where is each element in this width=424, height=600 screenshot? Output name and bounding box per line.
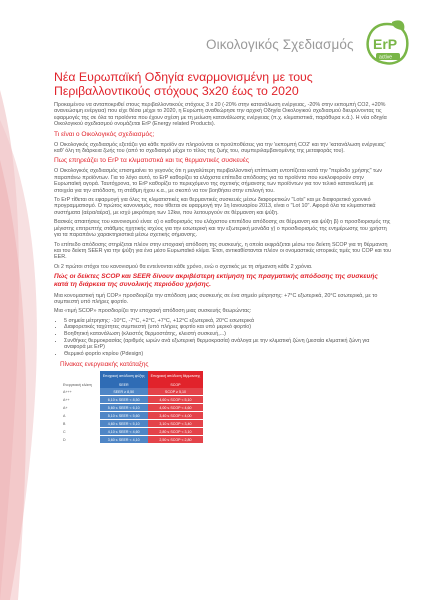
table-row xyxy=(60,404,203,412)
cop-paragraph: Μια κονομαστική τιμή COP» προσδιορίζει την απόδοση μιας συσκευής σε ένα σημείο μέτρησης: +7°C εξωτερικά, 20°C εσωτερικά, με το συμπιεστή υπό πλήρες φορτίο. xyxy=(54,292,378,305)
section2-paragraph-1: Ο Οικολογικός σχεδιασμός επισημαίνει το γεγονός ότι η μεγαλύτερη περιβαλλοντική επίπτωση εντοπίζεται κατά την "περίοδο χρήσης" των παραπάνω προϊόντων. Για το λόγο αυτό, το ErP καθορίζει τα ελάχιστα επίπεδα απόδοσης για τα προϊόντα που κυκλοφορούν στην Ευρωπαϊκή αγορά. Ταυτόχρονα, το ErP καθορίζει το περιεχόμενο της σχετικής σήμανσης των προϊόντων για τον τελικό καταναλωτή με στοιχεία για την απόδοση, τη στάθμη ήχου κ.α., με σκοπό να τον βοηθήσει στην επιλογή του. xyxy=(54,168,382,194)
energy-class-cell: B xyxy=(63,421,66,426)
erp-active-logo xyxy=(362,18,412,68)
svg-text:ErP: ErP xyxy=(373,36,398,52)
intro-paragraph: Προκειμένου να ανταποκριθεί στους περιβαλλοντικούς στόχους 3 x 20 (-20% στην κατανάλωση ενέργειας, -20% στην εκπομπή CO2, +20% ανανεώσιμη ενέργεια) που είχε θέσει μέχρι το 2020, η Ευρώπη αναθεώρησε την αρχική Οδηγία Οικολογικού σχεδιασμού διευρύνοντας τις εφαρμογές της σε όλα τα προϊόντα που έχουν σχέση με τη μείωση κατανάλωσης ενέργειας (π.χ. κλιματιστικά, παράθυρα κ.ά.). Η νέα οδηγία Οικολογικού σχεδιασμού ονομάζεται ErP (Energy related Products). xyxy=(54,102,387,128)
energy-class-table xyxy=(60,371,203,444)
header-title: Οικολογικός Σχεδιασμός xyxy=(206,37,354,52)
highlight-heading: Πώς οι δείκτες SCOP και SEER δίνουν ακριβέστερη εκτίμηση της πραγματικής απόδοσης της συσκευής κατά τη διάρκεια της συνολικής περιόδου χρήσης. xyxy=(54,273,378,289)
seer-value-cell: 4,10 ≤ SEER < 4,60 xyxy=(100,428,148,436)
table-row xyxy=(60,436,203,444)
seer-value-cell: SEER ≥ 8,50 xyxy=(100,388,148,396)
energy-class-cell: C xyxy=(63,429,66,434)
table-body xyxy=(60,388,203,444)
table-header-row xyxy=(60,371,203,381)
seer-header: SEER xyxy=(100,381,148,388)
list-item: • Συνθήκες θερμοκρασίας (αριθμός ωρών ανά εξωτερική θερμοκρασία) ανάλογα με την κλιματική ζώνη (μεσαία κλιματική ζώνη για αναφορά με ErP) xyxy=(64,338,392,351)
scop-value-cell: SCOP ≥ 5,10 xyxy=(148,388,204,396)
section2-paragraph-5: Οι 2 πρώτοι στόχοι του κανονισμού θα εντείνονται κάθε χρόνο, ενώ ο σχετικός με τη σήμανση κάθε 2 χρόνια. xyxy=(54,263,313,270)
section1-text: Ο Οικολογικός σχεδιασμός εξετάζει για κάθε προϊόν αν πληρούνται οι προϋποθέσεις για την 'εκπομπή CO2' και την 'κατανάλωση ενέργειας' καθ' όλη τη διάρκεια ζωής του (από το σχεδιασμό μέχρι το τέλος της ζωής του, συμπεριλαμβανομένης της μεταφοράς του). xyxy=(54,141,386,155)
energy-class-cell: A+ xyxy=(63,405,68,410)
table-row xyxy=(60,396,203,404)
seer-value-cell: 5,60 ≤ SEER < 6,10 xyxy=(100,404,148,412)
scop-value-cell: 3,40 ≤ SCOP < 4,00 xyxy=(148,412,204,420)
row-header: Ενεργειακή κλάση xyxy=(63,382,92,387)
seer-value-cell: 3,60 ≤ SEER < 4,10 xyxy=(100,436,148,444)
document-content xyxy=(54,70,392,444)
seer-top-header: Εποχιακή απόδοση ψύξης xyxy=(100,371,148,381)
table-title: Πίνακας ενεργειακής κατάταξης xyxy=(60,361,149,369)
table-row xyxy=(60,428,203,436)
scop-value-cell: 4,00 ≤ SCOP < 4,60 xyxy=(148,404,204,412)
table-subheader-row xyxy=(60,381,203,388)
section2-paragraph-2: Το ErP τίθεται σε εφαρμογή για όλες τις κλιματιστικές και θερμαντικές συσκευές μέσω διαφορετικών "Lots" και με διαφορετικό χρονικό προγραμματισμό. Ο πρώτος κανονισμός, που τίθεται σε εφαρμογή την 1η Ιανουαρίου 2013, είναι ο "Lot 10". Αφορά όλα τα κλιματιστικά συστήματα (αέρα/αέρα), με ισχύ μικρότερη των 12kw, που λειτουργούν σε θέρμανση και ψύξη. xyxy=(54,197,376,216)
scop-header: SCOP xyxy=(148,381,204,388)
section2-paragraph-4: Το επίπεδο απόδοσης στηρίζεται πλέον στην εποχιακή απόδοση της συσκευής, η οποία εκφράζεται μέσω του δείκτη SCOP για τη θέρμανση και του δείκτη SEER για την ψύξη για ένα μέσο Ευρωπαϊκό κλίμα. Έτσι, αντικαθίστανται πλέον οι ονομαστικές ιστορικές τιμές του COP και του EER. xyxy=(54,241,392,261)
list-item: • Βοηθητική κατανάλωση (κλειστός θερμοστάτης, κλειστή συσκευή,...) xyxy=(64,331,392,338)
scop-value-cell: 4,60 ≤ SCOP < 5,10 xyxy=(148,396,204,404)
table-row xyxy=(60,420,203,428)
energy-class-cell: A xyxy=(63,413,66,418)
energy-class-cell: A++ xyxy=(63,397,70,402)
scop-intro: Μια «τιμή SCOP» προσδιορίζει την εποχιακή απόδοση μιας συσκευής θεωρώντας: xyxy=(54,308,252,315)
scop-value-cell: 3,10 ≤ SCOP < 3,40 xyxy=(148,420,204,428)
svg-text:active: active xyxy=(379,54,393,61)
energy-class-cell: A+++ xyxy=(63,390,72,395)
section1-heading: Τι είναι ο Οικολογικός σχεδιασμός; xyxy=(54,130,155,138)
table-row xyxy=(60,388,203,396)
section2-paragraph-3: Βασικές απαιτήσεις του κανονισμού είναι: α) ο καθορισμός του ελάχιστου επιπέδου απόδοσης σε θέρμανση και ψύξη β) ο προσδιορισμός της μέγιστης επιτρεπτής στάθμης ηχητικής ισχύος για την εσωτερική και την εξωτερική μονάδα γ) ο προσδιορισμός της ενημέρωσης του χρήστη για τα παραπάνω χαρακτηριστικά μέσω σχετικής σήμανσης. xyxy=(54,219,391,239)
scop-criteria-list xyxy=(54,318,392,358)
list-item: • Διαφορετικές ταχύτητες συμπιεστή (υπό πλήρες φορτίο και υπό μερικό φορτίο) xyxy=(64,324,392,331)
list-item: • 5 σημεία μέτρησης: -10°C, -7°C, +2°C, +7°C, +12°C εξωτερικά, 20°C εσωτερικά xyxy=(64,318,392,325)
seer-value-cell: 5,10 ≤ SEER < 5,60 xyxy=(100,412,148,420)
main-title: Νέα Ευρωπαϊκή Οδηγία εναρμονισμένη με τους Περιβαλλοντικούς στόχους 3x20 έως το 2020 xyxy=(54,70,313,98)
list-item: • Θερμικό φορτίο κτιρίου (Pdesign) xyxy=(64,351,392,358)
energy-class-cell: D xyxy=(63,437,66,442)
scop-top-header: Εποχιακή απόδοση θέρμανσης xyxy=(148,371,204,381)
section2-heading: Πως επηρεάζει το ErP τα κλιματιστικά και τις θερμαντικές συσκευές xyxy=(54,157,250,165)
table-row xyxy=(60,412,203,420)
seer-value-cell: 4,60 ≤ SEER < 5,10 xyxy=(100,420,148,428)
scop-value-cell: 2,80 ≤ SCOP < 3,10 xyxy=(148,428,204,436)
scop-value-cell: 2,50 ≤ SCOP < 2,80 xyxy=(148,436,204,444)
seer-value-cell: 6,10 ≤ SEER < 8,50 xyxy=(100,396,148,404)
